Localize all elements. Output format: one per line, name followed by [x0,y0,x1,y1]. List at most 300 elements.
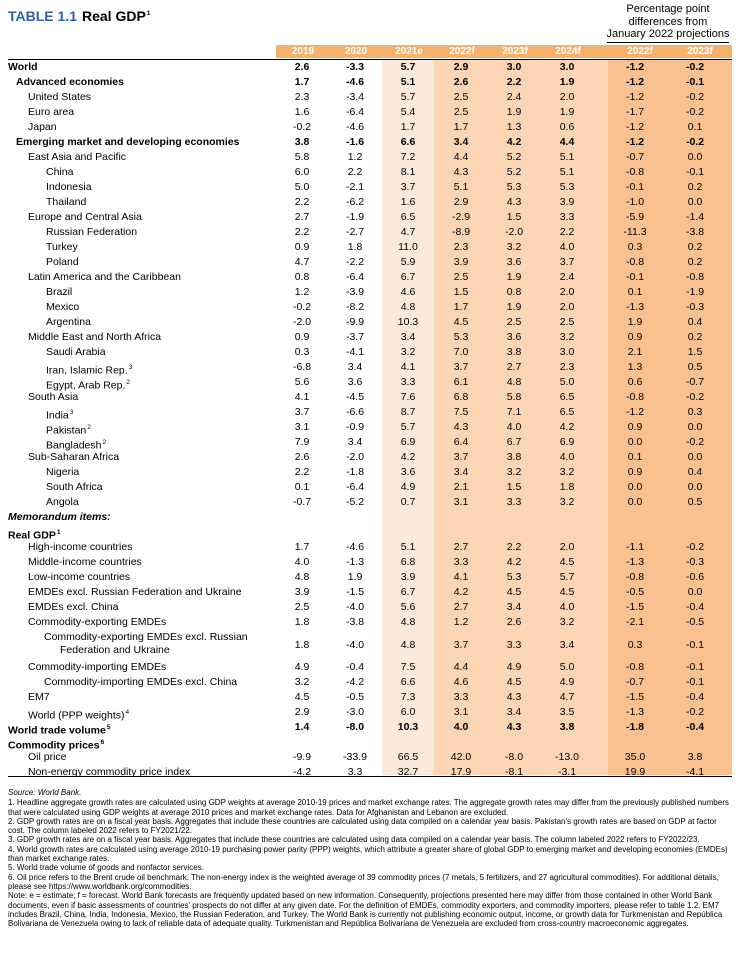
pp-cell-2022f: -0.8 [625,661,645,673]
pp-cell-2023f: -0.2 [685,106,705,118]
value-cell-2021e: 3.4 [400,331,416,343]
value-cell-2021e: 7.6 [400,391,416,403]
value-cell-2021e: 1.6 [400,196,416,208]
value-cell-2023f: 4.3 [506,196,522,208]
value-cell-2022f: 1.2 [453,616,469,628]
value-cell-2022f: 3.3 [453,556,469,568]
value-cell-2023f: 3.2 [506,466,522,478]
pp-cell-2023f: -0.6 [685,571,705,583]
pp-cell-2022f: 0.9 [627,421,643,433]
row-label-text: East Asia and Pacific [28,151,127,163]
col-header-2020: 2020 [344,46,368,57]
value-cell-2022f: 2.7 [453,601,469,613]
row-label [28,661,166,674]
value-cell-2019: 3.7 [294,406,310,418]
value-cell-2023f: 3.2 [506,241,522,253]
table-row [0,180,736,195]
row-label [28,571,130,584]
table-title [8,8,150,24]
col-header-2019: 2019 [291,46,315,57]
pp-cell-2022f: -5.9 [625,211,645,223]
row-label-text: Commodity prices [8,739,100,752]
value-cell-2021e: 0.7 [400,496,416,508]
value-cell-2023f: 0.8 [506,286,522,298]
value-cell-2020: -0.5 [345,691,365,703]
value-cell-2024f: 4.0 [559,241,575,253]
value-cell-2020: -33.9 [343,751,367,763]
value-cell-2020: -1.3 [345,556,365,568]
value-cell-2021e: 1.7 [400,121,416,133]
value-cell-2024f: 2.3 [559,361,575,373]
pp-cell-2022f: 1.9 [627,316,643,328]
value-cell-2024f: 4.4 [559,136,575,148]
pp-cell-2022f: -0.8 [625,571,645,583]
table-row [0,570,736,585]
value-cell-2021e: 5.7 [400,91,416,103]
row-label [28,751,67,764]
row-label-text: Commodity-exporting EMDEs [28,616,167,628]
value-cell-2021e: 5.6 [400,601,416,613]
value-cell-2020: -2.7 [345,226,365,238]
value-cell-2024f: 5.0 [559,661,575,673]
pp-cell-2022f: -0.8 [625,391,645,403]
value-cell-2023f: 5.2 [506,151,522,163]
value-cell-2020: -3.4 [345,91,365,103]
pp-cell-2023f: 0.0 [687,586,703,598]
pp-cell-2022f: -1.1 [625,541,645,553]
value-cell-2024f: 3.2 [559,331,575,343]
value-cell-2022f: 3.4 [453,136,469,148]
value-cell-2022f: 3.9 [453,256,469,268]
pp-cell-2023f: -0.2 [685,706,705,718]
value-cell-2023f: 3.4 [506,706,522,718]
value-cell-2023f: 3.0 [506,61,522,73]
row-label [28,586,242,599]
table-row [0,285,736,300]
pp-cell-2022f: -1.3 [625,301,645,313]
table-row [0,360,736,375]
value-cell-2020: -6.4 [345,481,365,493]
value-cell-2022f: 6.1 [453,376,469,388]
value-cell-2021e: 32.7 [397,766,419,778]
row-label [28,91,91,104]
pp-cell-2023f: 0.0 [687,421,703,433]
value-cell-2022f: -2.9 [451,211,471,223]
value-cell-2020: -1.9 [345,211,365,223]
value-cell-2023f: 3.8 [506,451,522,463]
value-cell-2022f: 4.4 [453,151,469,163]
value-cell-2019: 4.1 [294,391,310,403]
value-cell-2023f: 2.2 [506,76,522,88]
value-cell-2019: 4.9 [294,661,310,673]
table-row [0,495,736,510]
value-cell-2020: 1.2 [347,151,363,163]
value-cell-2024f: 2.0 [559,301,575,313]
row-label-text: Low-income countries [28,571,131,583]
pp-cell-2023f: 1.5 [687,346,703,358]
value-cell-2023f: 4.0 [506,421,522,433]
table-row [0,390,736,405]
table-row [0,120,736,135]
pp-cell-2022f: 19.9 [624,766,646,778]
value-cell-2020: -8.0 [345,721,365,733]
value-cell-2021e: 4.7 [400,226,416,238]
value-cell-2019: 3.8 [294,136,310,148]
pp-cell-2023f: -0.1 [685,166,705,178]
pp-header-line-1: Percentage point [626,3,710,15]
row-label-text: EM7 [28,691,50,703]
row-label-text: Non-energy commodity price index [28,766,191,778]
value-cell-2023f: -2.0 [504,226,524,238]
table-row [0,705,736,720]
bottom-rule [8,776,732,777]
pp-cell-2023f: -1.4 [685,211,705,223]
value-cell-2023f: -8.1 [504,766,524,778]
value-cell-2023f: 4.2 [506,136,522,148]
pp-cell-2023f: -3.8 [685,226,705,238]
value-cell-2019: 2.7 [294,211,310,223]
footnote-marker: 5 [106,724,111,731]
value-cell-2024f: 4.5 [559,556,575,568]
row-label [46,301,79,314]
row-label-text-cont: Federation and Ukraine [60,644,170,656]
pp-cell-2023f: -0.3 [685,556,705,568]
pp-cell-2023f: 0.4 [687,316,703,328]
pp-cell-2022f: 0.3 [627,241,643,253]
value-cell-2021e: 3.9 [400,571,416,583]
value-cell-2023f: 1.9 [506,106,522,118]
value-cell-2024f: 6.5 [559,391,575,403]
value-cell-2019: 3.1 [294,421,310,433]
table-row [0,255,736,270]
value-cell-2021e: 6.0 [400,706,416,718]
value-cell-2022f: 2.7 [453,541,469,553]
row-label-text: Brazil [46,286,73,298]
value-cell-2024f: 4.0 [559,601,575,613]
value-cell-2021e: 4.8 [400,616,416,628]
pp-cell-2022f: -0.5 [625,586,645,598]
row-label-text: Middle East and North Africa [28,331,162,343]
value-cell-2022f: 4.3 [453,421,469,433]
source-note: Source: World Bank. [8,788,82,797]
table-row [0,615,736,630]
table-row [0,660,736,675]
value-cell-2019: 0.9 [294,241,310,253]
row-label [46,316,91,329]
value-cell-2024f: 3.0 [559,61,575,73]
table-number: TABLE 1.1 [8,8,77,24]
pp-cell-2023f: 0.2 [687,256,703,268]
table-row [0,345,736,360]
value-cell-2022f: 4.5 [453,316,469,328]
value-cell-2023f: 4.9 [506,661,522,673]
value-cell-2022f: 1.7 [453,121,469,133]
value-cell-2020: -4.5 [345,391,365,403]
value-cell-2019: -0.7 [292,496,312,508]
col-header-2021e: 2021e [395,46,423,57]
value-cell-2023f: 3.3 [506,496,522,508]
value-cell-2020: -3.7 [345,331,365,343]
value-cell-2020: -1.5 [345,586,365,598]
pp-cell-2023f: -1.9 [685,286,705,298]
row-label [46,286,72,299]
value-cell-2019: 6.0 [294,166,310,178]
value-cell-2020: -2.2 [345,256,365,268]
row-label-text: Iran, Islamic Rep. [46,364,128,377]
row-label [16,136,239,149]
footnote-marker: 3 [128,364,133,371]
value-cell-2022f: 2.5 [453,106,469,118]
value-cell-2023f: 7.1 [506,406,522,418]
value-cell-2020: -3.3 [345,61,365,73]
value-cell-2024f: 2.5 [559,316,575,328]
table-row [0,75,736,90]
value-cell-2020: -6.4 [345,271,365,283]
row-label [28,616,166,629]
value-cell-2022f: 2.9 [453,196,469,208]
pp-cell-2023f: 0.2 [687,241,703,253]
row-label [28,151,126,164]
row-label-text: Sub-Saharan Africa [28,451,120,463]
row-label-text: Egypt, Arab Rep. [46,379,126,392]
value-cell-2022f: 5.1 [453,181,469,193]
value-cell-2021e: 10.3 [397,721,419,733]
value-cell-2024f: 6.5 [559,406,575,418]
value-cell-2019: 2.2 [294,466,310,478]
value-cell-2023f: 5.3 [506,181,522,193]
row-label-text: Euro area [28,106,75,118]
year-header-band [276,45,608,58]
value-cell-2022f: 6.8 [453,391,469,403]
value-cell-2024f: 3.2 [559,616,575,628]
value-cell-2022f: 2.9 [453,61,469,73]
footnote-marker: 2 [126,379,131,386]
value-cell-2019: 2.6 [294,61,310,73]
table-row [0,135,736,150]
row-label-text: Memorandum items: [8,511,111,523]
value-cell-2023f: 2.2 [506,541,522,553]
pp-cell-2023f: 0.0 [687,196,703,208]
row-label-text: Angola [46,496,79,508]
value-cell-2024f: 2.2 [559,226,575,238]
footnote-4: 4. World growth rates are calculated using average 2010-19 purchasing power parity (PPP) weights, which attribute a greater share of global GDP to emerging market and developing economies (EMDEs) than market exchange rates. [8,844,728,864]
value-cell-2021e: 4.8 [400,301,416,313]
row-label-text: Latin America and the Caribbean [28,271,181,283]
value-cell-2019: 2.2 [294,196,310,208]
value-cell-2021e: 5.1 [400,541,416,553]
pp-cell-2022f: -1.0 [625,196,645,208]
table-row [0,450,736,465]
pp-cell-2023f: -0.1 [685,676,705,688]
table-row [0,510,736,525]
value-cell-2024f: 5.0 [559,376,575,388]
value-cell-2022f: 3.7 [453,451,469,463]
pp-cell-2023f: -4.1 [685,766,705,778]
value-cell-2022f: -8.9 [451,226,471,238]
value-cell-2020: 3.4 [347,361,363,373]
value-cell-2021e: 6.8 [400,556,416,568]
value-cell-2021e: 6.9 [400,436,416,448]
value-cell-2019: -9.9 [292,751,312,763]
value-cell-2023f: 4.3 [506,721,522,733]
value-cell-2021e: 8.7 [400,406,416,418]
pp-cell-2023f: -0.1 [685,76,705,88]
value-cell-2024f: 4.9 [559,676,575,688]
pp-cell-2023f: 0.3 [687,406,703,418]
table-row [0,675,736,690]
pp-cell-2022f: -0.7 [625,151,645,163]
value-cell-2019: 1.2 [294,286,310,298]
row-label [46,241,78,254]
row-label-text: Commodity-exporting EMDEs excl. Russian [44,631,248,643]
pp-cell-2022f: -1.2 [625,121,645,133]
table-row [0,555,736,570]
value-cell-2024f: 3.8 [559,721,575,733]
value-cell-2024f: 4.2 [559,421,575,433]
col-header-2024f: 2024f [555,46,581,57]
pp-cell-2022f: -1.2 [625,76,645,88]
pp-cell-2023f: -0.2 [685,436,705,448]
value-cell-2019: 1.8 [294,616,310,628]
row-label [28,211,142,224]
row-label-text: Commodity-importing EMDEs [28,661,167,673]
value-cell-2020: -3.0 [345,706,365,718]
row-label [46,181,92,194]
pp-cell-2023f: -0.4 [685,691,705,703]
table-row [0,375,736,390]
row-label [46,166,73,179]
row-label-text: World (PPP weights) [28,709,125,722]
value-cell-2024f: 5.1 [559,166,575,178]
table-row [0,315,736,330]
row-label-text: Emerging market and developing economies [16,136,240,148]
value-cell-2024f: 4.0 [559,451,575,463]
value-cell-2024f: 5.1 [559,151,575,163]
row-label [28,691,50,704]
value-cell-2020: 1.8 [347,241,363,253]
row-label-text: High-income countries [28,541,133,553]
row-label-text: Thailand [46,196,87,208]
value-cell-2023f: 5.3 [506,571,522,583]
value-cell-2022f: 3.1 [453,706,469,718]
value-cell-2020: -3.8 [345,616,365,628]
row-label-text: Middle-income countries [28,556,142,568]
row-label-text: China [46,166,74,178]
value-cell-2023f: 4.5 [506,586,522,598]
value-cell-2019: 1.6 [294,106,310,118]
pp-cell-2022f: 0.9 [627,466,643,478]
row-label-text: Nigeria [46,466,80,478]
value-cell-2019: -6.8 [292,361,312,373]
value-cell-2021e: 7.5 [400,661,416,673]
value-cell-2019: 2.5 [294,601,310,613]
table-notes [8,788,732,928]
pp-cell-2022f: -1.2 [625,91,645,103]
value-cell-2021e: 4.8 [400,639,416,651]
value-cell-2022f: 4.0 [453,721,469,733]
value-cell-2022f: 42.0 [450,751,472,763]
row-label-text: India [46,409,69,422]
value-cell-2023f: 3.8 [506,346,522,358]
row-label-text: Turkey [46,241,78,253]
value-cell-2020: -5.2 [345,496,365,508]
row-label-text: World trade volume [8,724,106,737]
row-label-text: United States [28,91,92,103]
value-cell-2020: -6.4 [345,106,365,118]
value-cell-2021e: 5.7 [400,421,416,433]
value-cell-2024f: -13.0 [555,751,579,763]
value-cell-2020: -9.9 [345,316,365,328]
value-cell-2024f: 4.7 [559,691,575,703]
value-cell-2019: 0.1 [294,481,310,493]
table-row [0,720,736,735]
value-cell-2024f: 1.9 [559,106,575,118]
row-label [46,226,137,239]
row-label [46,256,79,269]
value-cell-2021e: 11.0 [398,241,418,253]
row-label [44,631,248,657]
pp-cell-2023f: -0.1 [685,661,705,673]
value-cell-2019: 5.8 [294,151,310,163]
value-cell-2021e: 10.3 [397,316,419,328]
row-label-text: Russian Federation [46,226,138,238]
row-label [46,346,106,359]
value-cell-2022f: 3.1 [453,496,469,508]
footnote-marker: 1 [56,529,61,536]
pp-cell-2023f: -0.4 [685,721,705,733]
table-row [0,600,736,615]
pp-cell-2023f: 0.5 [687,361,703,373]
value-cell-2024f: 2.4 [559,271,575,283]
value-cell-2020: 3.3 [347,766,363,778]
row-label [28,391,78,404]
value-cell-2022f: 2.5 [453,271,469,283]
footnote-marker: 6 [100,739,105,746]
pp-col-header-2022f: 2022f [627,46,653,57]
pp-cell-2022f: 1.3 [627,361,643,373]
pp-cell-2023f: -0.3 [685,301,705,313]
value-cell-2023f: 1.5 [506,211,522,223]
value-cell-2019: 2.3 [294,91,310,103]
pp-cell-2023f: -0.1 [685,639,705,651]
row-label [28,541,132,554]
value-cell-2021e: 5.7 [400,61,416,73]
value-cell-2021e: 5.9 [400,256,416,268]
value-cell-2023f: 2.5 [506,316,522,328]
value-cell-2023f: 2.7 [506,361,522,373]
value-cell-2021e: 3.3 [400,376,416,388]
table-row [0,540,736,555]
value-cell-2019: 5.0 [294,181,310,193]
row-label-text: Bangladesh [46,439,102,452]
row-label [46,481,103,494]
row-label [28,766,190,779]
row-label-text: Poland [46,256,79,268]
pp-col-header-2023f: 2023f [687,46,713,57]
value-cell-2020: -3.9 [345,286,365,298]
pp-cell-2022f: 0.3 [627,639,643,651]
table-row [0,420,736,435]
row-label-text: EMDEs excl. China [28,601,119,613]
value-cell-2023f: 5.2 [506,166,522,178]
value-cell-2023f: 2.6 [506,616,522,628]
table-row [0,750,736,765]
value-cell-2019: 0.9 [294,331,310,343]
footnote-marker: 3 [69,409,74,416]
row-label [28,121,57,134]
row-label-text: Mexico [46,301,80,313]
col-header-2022f: 2022f [449,46,475,57]
